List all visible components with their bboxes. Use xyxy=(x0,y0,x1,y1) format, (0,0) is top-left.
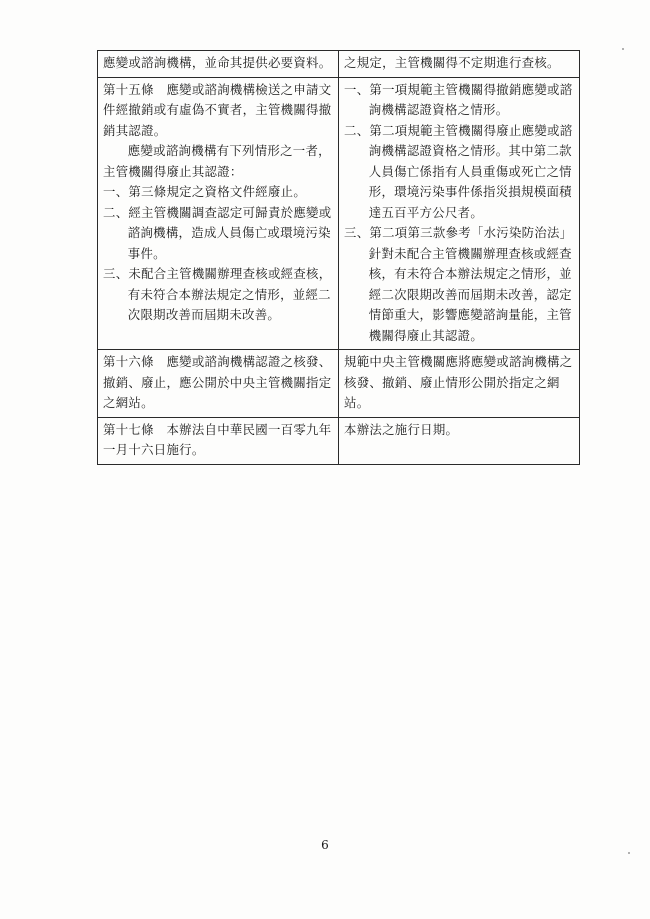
paragraph: 三、未配合主管機關辦理查核或經查核，有未符合本辦法規定之情形，並經二次限期改善而屆期未改善。 xyxy=(103,266,332,322)
paragraph: 第十六條 應變或諮詢機構認證之核發、撤銷、廢止，應公開於中央主管機關指定之網站。 xyxy=(103,354,332,410)
regulation-text-cell xyxy=(98,77,339,350)
paragraph: 三、第二項第三款參考「水污染防治法」針對未配合主管機關辦理查核或經查核，有未符合本辦法規定之情形，並經二次限期改善而屆期未改善，認定情節重大，影響應變諮詢量能，主管機關得廢止其認證。 xyxy=(344,225,573,343)
paragraph: 一、第三條規定之資格文件經廢止。 xyxy=(103,184,307,199)
paragraph: 應變或諮詢機構，並命其提供必要資料。 xyxy=(103,55,332,70)
explanation-text-cell xyxy=(339,350,580,418)
explanation-text-cell xyxy=(339,417,580,464)
regulation-table xyxy=(97,50,580,465)
explanation-text-cell xyxy=(339,77,580,350)
explanation-text-cell xyxy=(339,51,580,78)
paragraph: 第十五條 應變或諮詢機構檢送之申請文件經撤銷或有虛偽不實者，主管機關得撤銷其認證。 xyxy=(103,81,332,138)
regulation-text-cell xyxy=(98,350,339,418)
regulation-text-cell xyxy=(98,417,339,464)
table-row xyxy=(98,51,580,78)
paragraph: 二、經主管機關調查認定可歸責於應變或諮詢機構，造成人員傷亡或環境污染事件。 xyxy=(103,204,332,261)
page-number: 6 xyxy=(321,838,329,852)
scan-speck xyxy=(622,48,624,50)
paragraph: 之規定，主管機關得不定期進行查核。 xyxy=(344,55,560,70)
table-row xyxy=(98,350,580,418)
regulation-text-cell xyxy=(98,51,339,78)
paragraph: 一、第一項規範主管機關得撤銷應變或諮詢機構認證資格之情形。 xyxy=(344,81,573,117)
paragraph: 應變或諮詢機構有下列情形之一者，主管機關得廢止其認證： xyxy=(103,143,331,179)
table-row xyxy=(98,77,580,350)
paragraph: 第十七條 本辦法自中華民國一百零九年一月十六日施行。 xyxy=(103,421,332,457)
table-row xyxy=(98,417,580,464)
paragraph: 二、第二項規範主管機關得廢止應變或諮詢機構認證資格之情形。其中第二款人員傷亡係指有人員重傷或死亡之情形，環境污染事件係指災損規模面積達五百平方公尺者。 xyxy=(344,122,573,220)
paragraph: 規範中央主管機關應將應變或諮詢機構之核發、撤銷、廢止情形公開於指定之網站。 xyxy=(344,354,573,410)
paragraph: 本辦法之施行日期。 xyxy=(344,421,459,437)
scan-speck xyxy=(628,852,630,854)
